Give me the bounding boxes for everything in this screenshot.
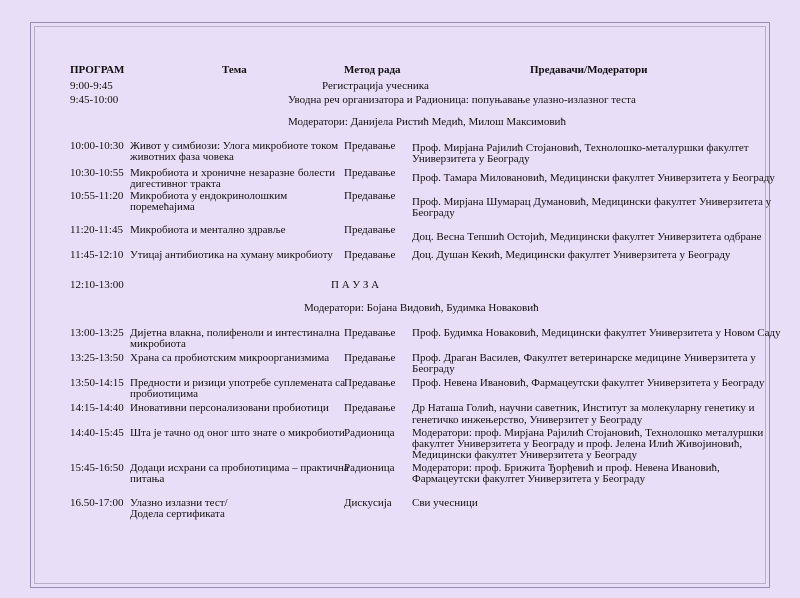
moderators-line: Модератори: Данијела Ристић Медић, Милош Максимовић (288, 116, 566, 128)
presenter-cell: Фармацеутски факултет Универзитета у Београду (412, 473, 646, 485)
method-cell: Радионица (344, 427, 395, 439)
topic-cell: Додаци исхрани са пробиотицима – практична (130, 462, 349, 474)
method-cell: Предавање (344, 224, 396, 236)
topic-cell: пробиотицима (130, 388, 198, 400)
presenter-cell: Сви учесници (412, 497, 478, 509)
topic-cell: животних фаза човека (130, 151, 234, 163)
topic-cell: поремећајима (130, 201, 195, 213)
time-cell: 10:55-11:20 (70, 190, 124, 202)
presenter-cell: Београду (412, 207, 455, 219)
method-cell: Предавање (344, 249, 396, 261)
header-presenters: Предавачи/Модератори (530, 64, 648, 76)
presenter-cell: Проф. Будимка Новаковић, Медицински факултет Универзитета у Новом Саду (412, 327, 781, 339)
time-cell: 9:00-9:45 (70, 80, 113, 92)
time-cell: 12:10-13:00 (70, 279, 124, 291)
topic-cell: Улазно излазни тест/ (130, 497, 228, 509)
method-cell: Дискусија (344, 497, 392, 509)
plain-text: Уводна реч организатора и Радионица: попуњавање улазно-излазног теста (288, 94, 636, 106)
method-cell: Предавање (344, 402, 396, 414)
time-cell: 13:25-13:50 (70, 352, 124, 364)
presenter-cell: Проф. Невена Ивановић, Фармацеутски факултет Универзитета у Београду (412, 377, 765, 389)
method-cell: Предавање (344, 140, 396, 152)
plain-text: Регистрација учесника (322, 80, 429, 92)
method-cell: Предавање (344, 327, 396, 339)
pause-label: П А У З А (331, 279, 380, 291)
time-cell: 9:45-10:00 (70, 94, 119, 106)
presenter-cell: Др Наташа Голић, научни саветник, Институт за молекуларну генетику и (412, 402, 755, 414)
topic-cell: Шта је тачно од оног што знате о микробиоти (130, 427, 345, 439)
topic-cell: Живот у симбиози: Улога микробиоте током (130, 140, 339, 152)
topic-cell: дигестивног тракта (130, 178, 221, 190)
topic-cell: микробиота (130, 338, 186, 350)
presenter-cell: Модератори: проф. Брижита Ђорђевић и проф. Невена Ивановић, (412, 462, 720, 474)
method-cell: Предавање (344, 377, 396, 389)
time-cell: 11:20-11:45 (70, 224, 123, 236)
presenter-cell: факултет Универзитета у Београду и проф. Јелена Илић Живојиновић, (412, 438, 743, 450)
presenter-cell: Проф. Драган Василев, Факултет ветеринарске медицине Универзитета у (412, 352, 756, 364)
method-cell: Предавање (344, 352, 396, 364)
presenter-cell: генетичко инжењерство, Универзитет у Београду (412, 414, 643, 426)
topic-cell: Иновативни персонализовани пробиотици (130, 402, 329, 414)
topic-cell: Дијетна влакна, полифеноли и интестинална (130, 327, 340, 339)
time-cell: 14:40-15:45 (70, 427, 124, 439)
topic-cell: Храна са пробиотским микроорганизмима (130, 352, 330, 364)
topic-cell: Предности и ризици употребе суплемената са (130, 377, 345, 389)
topic-cell: Микробиота и ментално здравље (130, 224, 286, 236)
topic-cell: Додела сертификата (130, 508, 225, 520)
presenter-cell: Проф. Мирјана Рајилић Стојановић, Технолошко-металуршки факултет (412, 142, 749, 154)
presenter-cell: Доц. Душан Кекић, Медицински факултет Универзитета у Београду (412, 249, 731, 261)
presenter-cell: Модератори: проф. Мирјана Рајилић Стојановић, Технолошко металуршки (412, 427, 764, 439)
topic-cell: питања (130, 473, 165, 485)
header-topic: Тема (222, 64, 247, 76)
time-cell: 10:30-10:55 (70, 167, 124, 179)
presenter-cell: Медицински факултет Универзитета у Београду (412, 449, 638, 461)
time-cell: 14:15-14:40 (70, 402, 124, 414)
header-program: ПРОГРАМ (70, 64, 125, 76)
header-method: Метод рада (344, 64, 401, 76)
topic-cell: Микробиота и хроничне незаразне болести (130, 167, 335, 179)
presenter-cell: Београду (412, 363, 455, 375)
method-cell: Предавање (344, 167, 396, 179)
presenter-cell: Проф. Тамара Миловановић, Медицински факултет Универзитета у Београду (412, 172, 775, 184)
time-cell: 16.50-17:00 (70, 497, 124, 509)
topic-cell: Микробиота у ендокринолошким (130, 190, 288, 202)
presenter-cell: Проф. Мирјана Шумарац Думановић, Медицински факултет Универзитета у (412, 196, 772, 208)
time-cell: 10:00-10:30 (70, 140, 124, 152)
time-cell: 13:00-13:25 (70, 327, 124, 339)
time-cell: 13:50-14:15 (70, 377, 124, 389)
time-cell: 15:45-16:50 (70, 462, 124, 474)
topic-cell: Утицај антибиотика на хуману микробиоту (130, 249, 333, 261)
method-cell: Предавање (344, 190, 396, 202)
presenter-cell: Универзитета у Београду (412, 153, 530, 165)
method-cell: Радионица (344, 462, 395, 474)
moderators-line: Модератори: Бојана Видовић, Будимка Новаковић (304, 302, 539, 314)
presenter-cell: Доц. Весна Тепшић Остојић, Медицински факултет Универзитета одбране (412, 231, 762, 243)
time-cell: 11:45-12:10 (70, 249, 124, 261)
